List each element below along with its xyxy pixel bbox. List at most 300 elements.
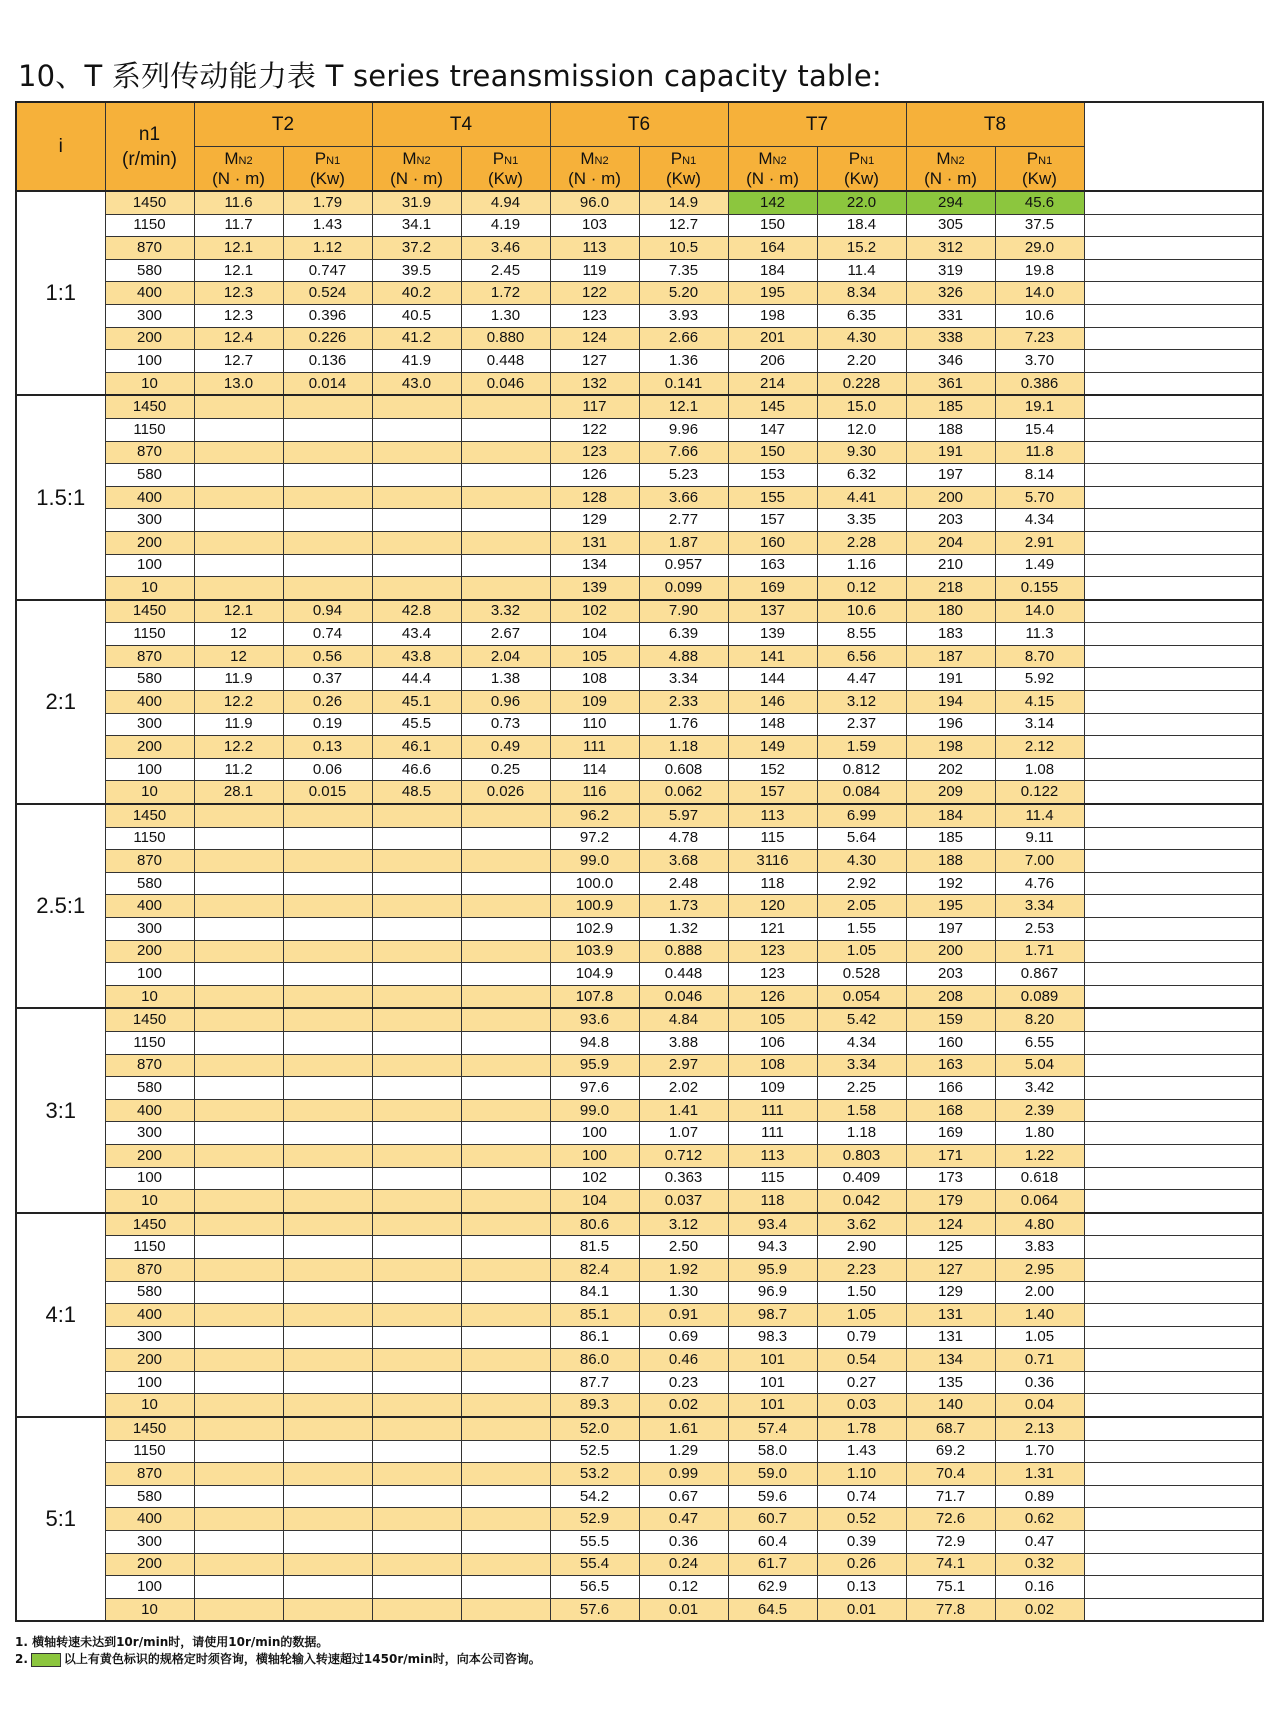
value-cell: 1.16	[817, 554, 906, 577]
speed-cell: 580	[105, 872, 194, 895]
value-cell	[372, 1258, 461, 1281]
blank-cell	[1084, 259, 1263, 282]
blank-cell	[1084, 1485, 1263, 1508]
table-row	[16, 1531, 1263, 1554]
value-cell	[461, 1099, 550, 1122]
value-cell: 0.608	[639, 758, 728, 781]
value-cell	[372, 1190, 461, 1213]
value-cell: 2.28	[817, 531, 906, 554]
value-cell: 1.05	[817, 1304, 906, 1327]
value-cell: 8.55	[817, 623, 906, 646]
unit-header-symbol: MN2	[402, 148, 431, 168]
value-cell: 142	[728, 191, 817, 214]
value-cell: 109	[550, 691, 639, 714]
unit-header-symbol: PN1	[848, 148, 875, 168]
value-cell	[283, 1394, 372, 1417]
value-cell: 0.02	[639, 1394, 728, 1417]
value-cell: 3.42	[995, 1077, 1084, 1100]
value-cell: 0.19	[283, 713, 372, 736]
value-cell	[461, 1531, 550, 1554]
value-cell	[372, 509, 461, 532]
value-cell	[372, 963, 461, 986]
value-cell: 101	[728, 1371, 817, 1394]
value-cell: 104	[550, 623, 639, 646]
value-cell: 7.35	[639, 259, 728, 282]
value-cell	[461, 1326, 550, 1349]
value-cell	[194, 1394, 283, 1417]
speed-cell: 200	[105, 1349, 194, 1372]
value-cell	[461, 963, 550, 986]
value-cell	[194, 1371, 283, 1394]
value-cell	[283, 1236, 372, 1259]
value-cell: 40.2	[372, 282, 461, 305]
unit-header-unit: (N · m)	[212, 168, 265, 188]
value-cell: 100	[550, 1122, 639, 1145]
value-cell: 1.61	[639, 1417, 728, 1440]
value-cell: 5.42	[817, 1008, 906, 1031]
table-row	[16, 1349, 1263, 1372]
value-cell	[194, 827, 283, 850]
model-header-t4: T4	[372, 102, 550, 147]
value-cell	[461, 1598, 550, 1621]
value-cell: 2.13	[995, 1417, 1084, 1440]
blank-header	[1084, 102, 1263, 191]
speed-cell: 1150	[105, 1031, 194, 1054]
speed-cell: 1150	[105, 827, 194, 850]
value-cell: 132	[550, 372, 639, 395]
blank-cell	[1084, 1258, 1263, 1281]
blank-cell	[1084, 895, 1263, 918]
value-cell	[283, 940, 372, 963]
value-cell	[461, 1485, 550, 1508]
value-cell: 95.9	[728, 1258, 817, 1281]
speed-cell: 100	[105, 1167, 194, 1190]
blank-cell	[1084, 963, 1263, 986]
value-cell: 34.1	[372, 214, 461, 237]
value-cell	[283, 1122, 372, 1145]
blank-cell	[1084, 1553, 1263, 1576]
value-cell: 1.87	[639, 531, 728, 554]
speed-cell: 200	[105, 940, 194, 963]
value-cell: 148	[728, 713, 817, 736]
blank-cell	[1084, 1167, 1263, 1190]
value-cell: 3.34	[639, 668, 728, 691]
unit-header-mn2-t4	[372, 147, 461, 192]
value-cell: 12.1	[639, 395, 728, 418]
value-cell	[283, 1099, 372, 1122]
value-cell: 0.524	[283, 282, 372, 305]
blank-cell	[1084, 327, 1263, 350]
blank-cell	[1084, 940, 1263, 963]
ratio-cell: 3:1	[16, 1008, 105, 1212]
value-cell: 97.2	[550, 827, 639, 850]
value-cell	[372, 1508, 461, 1531]
value-cell: 4.80	[995, 1213, 1084, 1236]
value-cell: 108	[728, 1054, 817, 1077]
value-cell	[372, 486, 461, 509]
value-cell: 10.5	[639, 237, 728, 260]
value-cell: 0.99	[639, 1463, 728, 1486]
value-cell	[194, 1213, 283, 1236]
value-cell: 22.0	[817, 191, 906, 214]
value-cell: 8.20	[995, 1008, 1084, 1031]
value-cell: 0.13	[817, 1576, 906, 1599]
value-cell: 1.43	[283, 214, 372, 237]
value-cell: 122	[550, 418, 639, 441]
value-cell	[372, 1304, 461, 1327]
value-cell: 11.6	[194, 191, 283, 214]
value-cell: 12.2	[194, 736, 283, 759]
value-cell	[194, 554, 283, 577]
value-cell: 0.94	[283, 600, 372, 623]
value-cell: 0.25	[461, 758, 550, 781]
value-cell: 319	[906, 259, 995, 282]
value-cell: 0.064	[995, 1190, 1084, 1213]
blank-cell	[1084, 1349, 1263, 1372]
value-cell: 0.06	[283, 758, 372, 781]
value-cell: 183	[906, 623, 995, 646]
value-cell: 5.20	[639, 282, 728, 305]
value-cell: 113	[728, 804, 817, 827]
speed-cell: 870	[105, 1463, 194, 1486]
value-cell: 5.04	[995, 1054, 1084, 1077]
value-cell: 0.74	[283, 623, 372, 646]
value-cell: 0.36	[639, 1531, 728, 1554]
value-cell: 11.4	[817, 259, 906, 282]
value-cell: 52.0	[550, 1417, 639, 1440]
value-cell: 1.43	[817, 1440, 906, 1463]
value-cell: 0.528	[817, 963, 906, 986]
value-cell: 305	[906, 214, 995, 237]
value-cell: 95.9	[550, 1054, 639, 1077]
value-cell	[372, 1144, 461, 1167]
unit-header-unit: (Kw)	[310, 168, 345, 188]
blank-cell	[1084, 237, 1263, 260]
speed-cell: 10	[105, 1394, 194, 1417]
value-cell: 7.90	[639, 600, 728, 623]
value-cell: 157	[728, 509, 817, 532]
value-cell	[283, 1485, 372, 1508]
table-row	[16, 327, 1263, 350]
value-cell: 0.36	[995, 1371, 1084, 1394]
value-cell: 0.49	[461, 736, 550, 759]
value-cell: 0.67	[639, 1485, 728, 1508]
speed-cell: 200	[105, 1553, 194, 1576]
value-cell: 12.1	[194, 237, 283, 260]
unit-header-symbol: MN2	[580, 148, 609, 168]
blank-cell	[1084, 1598, 1263, 1621]
blank-cell	[1084, 918, 1263, 941]
value-cell	[461, 940, 550, 963]
value-cell	[372, 1349, 461, 1372]
value-cell: 31.9	[372, 191, 461, 214]
speed-cell: 1450	[105, 804, 194, 827]
value-cell: 6.55	[995, 1031, 1084, 1054]
value-cell: 115	[728, 1167, 817, 1190]
value-cell: 37.5	[995, 214, 1084, 237]
ratio-cell: 1:1	[16, 191, 105, 395]
value-cell	[194, 1326, 283, 1349]
value-cell: 1.12	[283, 237, 372, 260]
value-cell: 41.9	[372, 350, 461, 373]
value-cell: 11.4	[995, 804, 1084, 827]
value-cell	[372, 1531, 461, 1554]
value-cell	[461, 1054, 550, 1077]
table-row	[16, 1077, 1263, 1100]
table-row	[16, 600, 1263, 623]
value-cell: 134	[550, 554, 639, 577]
value-cell: 195	[728, 282, 817, 305]
value-cell: 99.0	[550, 1099, 639, 1122]
value-cell: 1.36	[639, 350, 728, 373]
value-cell: 150	[728, 441, 817, 464]
value-cell	[194, 963, 283, 986]
value-cell: 0.26	[817, 1553, 906, 1576]
value-cell: 192	[906, 872, 995, 895]
blank-cell	[1084, 395, 1263, 418]
value-cell	[461, 985, 550, 1008]
blank-cell	[1084, 282, 1263, 305]
value-cell: 149	[728, 736, 817, 759]
value-cell: 2.92	[817, 872, 906, 895]
value-cell	[194, 940, 283, 963]
blank-cell	[1084, 600, 1263, 623]
value-cell: 52.9	[550, 1508, 639, 1531]
value-cell: 12.7	[194, 350, 283, 373]
value-cell	[461, 1122, 550, 1145]
value-cell: 14.9	[639, 191, 728, 214]
value-cell	[372, 1031, 461, 1054]
value-cell: 346	[906, 350, 995, 373]
value-cell	[372, 577, 461, 600]
blank-cell	[1084, 1531, 1263, 1554]
value-cell: 93.4	[728, 1213, 817, 1236]
value-cell	[194, 486, 283, 509]
value-cell	[372, 1236, 461, 1259]
value-cell	[194, 1304, 283, 1327]
value-cell: 43.0	[372, 372, 461, 395]
value-cell	[194, 1190, 283, 1213]
value-cell: 166	[906, 1077, 995, 1100]
value-cell: 55.4	[550, 1553, 639, 1576]
speed-cell: 1450	[105, 395, 194, 418]
value-cell: 12	[194, 645, 283, 668]
value-cell: 54.2	[550, 1485, 639, 1508]
table-row	[16, 963, 1263, 986]
value-cell: 11.2	[194, 758, 283, 781]
value-cell: 0.084	[817, 781, 906, 804]
value-cell: 203	[906, 509, 995, 532]
value-cell: 72.6	[906, 1508, 995, 1531]
speed-cell: 870	[105, 645, 194, 668]
blank-cell	[1084, 214, 1263, 237]
value-cell	[372, 395, 461, 418]
unit-header-unit: (N · m)	[568, 168, 621, 188]
value-cell: 108	[550, 668, 639, 691]
value-cell: 6.32	[817, 464, 906, 487]
value-cell: 0.867	[995, 963, 1084, 986]
value-cell	[283, 1371, 372, 1394]
blank-cell	[1084, 1576, 1263, 1599]
value-cell: 19.1	[995, 395, 1084, 418]
value-cell	[372, 1008, 461, 1031]
value-cell	[194, 418, 283, 441]
page-title: 10、T 系列传动能力表 T series treansmission capacity table:	[18, 59, 882, 93]
speed-cell: 400	[105, 282, 194, 305]
value-cell: 45.6	[995, 191, 1084, 214]
value-cell	[461, 1440, 550, 1463]
value-cell: 4.78	[639, 827, 728, 850]
speed-cell: 1150	[105, 1236, 194, 1259]
value-cell: 4.84	[639, 1008, 728, 1031]
value-cell: 8.14	[995, 464, 1084, 487]
value-cell: 206	[728, 350, 817, 373]
value-cell: 0.042	[817, 1190, 906, 1213]
value-cell: 0.47	[639, 1508, 728, 1531]
value-cell: 1.29	[639, 1440, 728, 1463]
table-row	[16, 237, 1263, 260]
value-cell: 0.363	[639, 1167, 728, 1190]
table-row	[16, 304, 1263, 327]
value-cell	[461, 1031, 550, 1054]
value-cell: 127	[550, 350, 639, 373]
blank-cell	[1084, 1417, 1263, 1440]
table-row	[16, 418, 1263, 441]
value-cell	[283, 1258, 372, 1281]
value-cell: 103.9	[550, 940, 639, 963]
value-cell	[194, 850, 283, 873]
value-cell: 119	[550, 259, 639, 282]
value-cell: 0.812	[817, 758, 906, 781]
table-row	[16, 531, 1263, 554]
table-row	[16, 464, 1263, 487]
speed-cell: 400	[105, 1508, 194, 1531]
value-cell: 102	[550, 600, 639, 623]
value-cell: 18.4	[817, 214, 906, 237]
value-cell: 107.8	[550, 985, 639, 1008]
value-cell	[283, 1008, 372, 1031]
value-cell: 0.24	[639, 1553, 728, 1576]
value-cell: 218	[906, 577, 995, 600]
value-cell	[461, 1008, 550, 1031]
value-cell	[283, 1077, 372, 1100]
value-cell: 9.96	[639, 418, 728, 441]
value-cell: 104.9	[550, 963, 639, 986]
value-cell: 0.396	[283, 304, 372, 327]
value-cell: 62.9	[728, 1576, 817, 1599]
unit-header-unit: (Kw)	[1022, 168, 1057, 188]
value-cell	[283, 1531, 372, 1554]
speed-cell: 300	[105, 1326, 194, 1349]
value-cell	[461, 395, 550, 418]
value-cell: 45.1	[372, 691, 461, 714]
value-cell: 129	[906, 1281, 995, 1304]
value-cell: 3.83	[995, 1236, 1084, 1259]
value-cell	[194, 1440, 283, 1463]
value-cell: 93.6	[550, 1008, 639, 1031]
speed-cell: 1450	[105, 191, 194, 214]
value-cell: 0.62	[995, 1508, 1084, 1531]
value-cell: 163	[728, 554, 817, 577]
value-cell: 102	[550, 1167, 639, 1190]
value-cell	[194, 1463, 283, 1486]
model-header-t7: T7	[728, 102, 906, 147]
value-cell	[194, 1008, 283, 1031]
table-row	[16, 577, 1263, 600]
value-cell: 184	[728, 259, 817, 282]
table-row	[16, 1054, 1263, 1077]
value-cell: 116	[550, 781, 639, 804]
table-row	[16, 713, 1263, 736]
value-cell: 1.32	[639, 918, 728, 941]
value-cell: 80.6	[550, 1213, 639, 1236]
value-cell	[461, 1508, 550, 1531]
blank-cell	[1084, 418, 1263, 441]
table-row	[16, 1326, 1263, 1349]
value-cell: 4.47	[817, 668, 906, 691]
ratio-cell: 1.5:1	[16, 395, 105, 599]
value-cell: 1.50	[817, 1281, 906, 1304]
value-cell: 11.9	[194, 668, 283, 691]
value-cell: 179	[906, 1190, 995, 1213]
value-cell	[194, 577, 283, 600]
blank-cell	[1084, 645, 1263, 668]
unit-header-symbol: MN2	[224, 148, 253, 168]
value-cell	[283, 1304, 372, 1327]
value-cell: 188	[906, 850, 995, 873]
speed-cell: 300	[105, 918, 194, 941]
value-cell: 204	[906, 531, 995, 554]
value-cell: 123	[550, 441, 639, 464]
blank-cell	[1084, 441, 1263, 464]
blank-cell	[1084, 509, 1263, 532]
value-cell	[461, 872, 550, 895]
value-cell: 60.7	[728, 1508, 817, 1531]
speed-column-header	[105, 102, 194, 191]
value-cell: 159	[906, 1008, 995, 1031]
value-cell	[372, 1440, 461, 1463]
value-cell: 4.94	[461, 191, 550, 214]
value-cell: 123	[728, 940, 817, 963]
speed-cell: 400	[105, 1099, 194, 1122]
value-cell	[461, 1144, 550, 1167]
value-cell: 169	[906, 1122, 995, 1145]
value-cell: 2.90	[817, 1236, 906, 1259]
table-row	[16, 1190, 1263, 1213]
value-cell	[461, 1463, 550, 1486]
speed-cell: 100	[105, 350, 194, 373]
value-cell: 0.957	[639, 554, 728, 577]
unit-header-symbol: PN1	[1026, 148, 1053, 168]
value-cell	[283, 1463, 372, 1486]
value-cell: 43.4	[372, 623, 461, 646]
speed-cell: 400	[105, 1304, 194, 1327]
value-cell: 3.34	[995, 895, 1084, 918]
speed-cell: 870	[105, 850, 194, 873]
value-cell: 203	[906, 963, 995, 986]
value-cell: 59.0	[728, 1463, 817, 1486]
model-header-t2: T2	[194, 102, 372, 147]
value-cell: 0.96	[461, 691, 550, 714]
unit-header-symbol: MN2	[758, 148, 787, 168]
value-cell: 111	[550, 736, 639, 759]
blank-cell	[1084, 1326, 1263, 1349]
value-cell: 0.71	[995, 1349, 1084, 1372]
value-cell: 173	[906, 1167, 995, 1190]
value-cell: 11.3	[995, 623, 1084, 646]
value-cell: 2.37	[817, 713, 906, 736]
table-row	[16, 758, 1263, 781]
